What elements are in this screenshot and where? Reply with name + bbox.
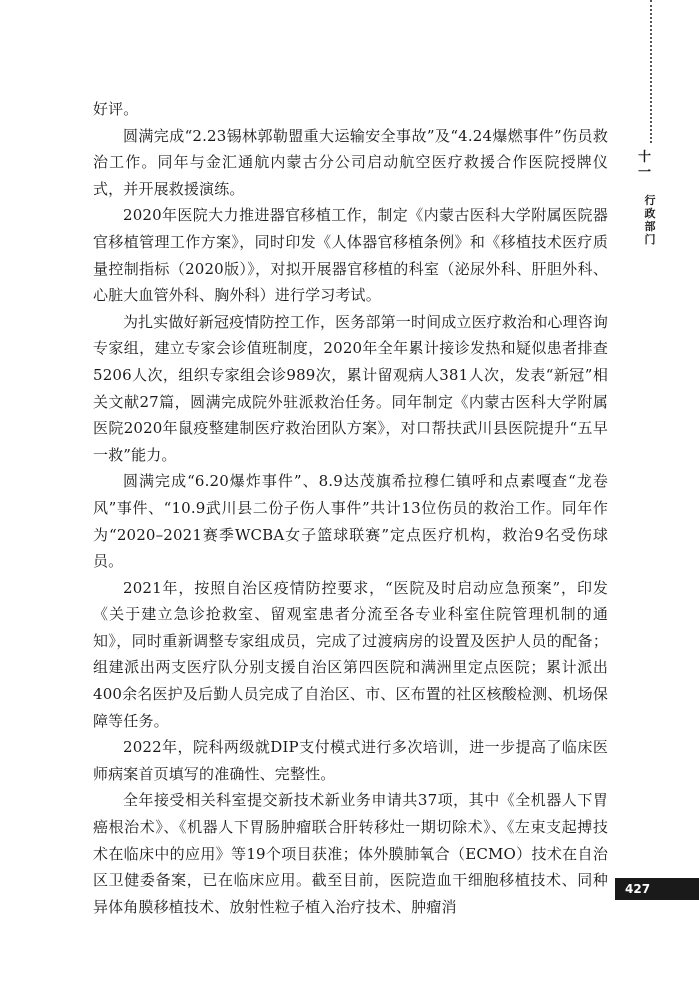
chapter-side-tab (638, 150, 662, 246)
paragraph: 2021年，按照自治区疫情防控要求，“医院及时启动应急预案”，印发《关于建立急诊抢救室、留观室患者分流至各专业科室住院管理机制的通知》，同时重新调整专家组成员，完成了过渡病房的设置及医护人员的配备；组建派出两支医疗队分别支援自治区第四医院和满洲里定点医院；累计派出400余名医护及后勤人员完成了自治区、市、区布置的社区核酸检测、机场保障等任务。 (93, 578, 608, 730)
paragraph: 圆满完成“6.20爆炸事件”、8.9达茂旗希拉穆仁镇呼和点素嘎查“龙卷风”事件、“10.9武川县二份子伤人事件”共计13位伤员的救治工作。同年作为“2020–2021赛季WCBA女子篮球联赛”定点医疗机构，救治9名受伤球员。 (93, 472, 608, 571)
chapter-label-char: 政 (644, 207, 656, 220)
paragraph: 2020年医院大力推进器官移植工作，制定《内蒙古医科大学附属医院器官移植管理工作方案》，同时印发《人体器官移植条例》和《移植技术医疗质量控制指标（2020版）》，对拟开展器官移植的科室（泌尿外科、肝胆外科、心脏大血管外科、胸外科）进行学习考试。 (93, 206, 608, 305)
chapter-label-char: 门 (644, 233, 656, 246)
paragraph-continuation: 好评。 (93, 100, 139, 118)
page-number: 427 (615, 878, 699, 900)
paragraph: 圆满完成“2.23锡林郭勒盟重大运输安全事故”及“4.24爆燃事件”伤员救治工作。同年与金汇通航内蒙古分公司启动航空医疗救援合作医院授牌仪式，并开展救援演练。 (93, 126, 608, 198)
paragraph: 全年接受相关科室提交新技术新业务申请共37项，其中《全机器人下胃癌根治术》、《机器人下胃肠肿瘤联合肝转移灶一期切除术》、《左束支起搏技术在临床中的应用》等19个项目获准；体外膜肺氧合（ECMO）技术在自治区卫健委备案，已在临床应用。截至目前，医院造血干细胞移植技术、同种异体角膜移植技术、放射性粒子植入治疗技术、肿瘤消 (93, 791, 608, 916)
paragraph: 2022年，院科两级就DIP支付模式进行多次培训，进一步提高了临床医师病案首页填写的准确性、完整性。 (93, 738, 608, 783)
page-body (93, 96, 608, 920)
chapter-label (645, 194, 656, 246)
margin-dotted-rule (650, 0, 652, 143)
chapter-label-char: 行 (644, 194, 656, 207)
chapter-number: 十一 (638, 150, 653, 180)
chapter-label-char: 部 (644, 220, 656, 233)
paragraph: 为扎实做好新冠疫情防控工作，医务部第一时间成立医疗救治和心理咨询专家组，建立专家会诊值班制度，2020年全年累计接诊发热和疑似患者排查5206人次，组织专家组会诊989次，累计留观病人381人次，发表“新冠”相关文献27篇，圆满完成院外驻派救治任务。同年制定《内蒙古医科大学附属医院2020年鼠疫整建制医疗救治团队方案》，对口帮扶武川县医院提升“五早一救”能力。 (93, 312, 608, 464)
